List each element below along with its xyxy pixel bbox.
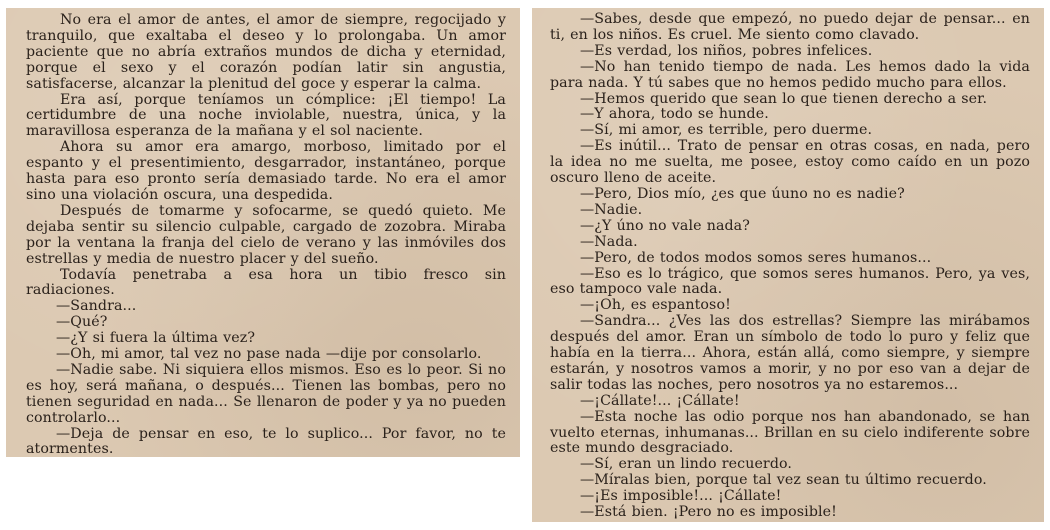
right-text-column [550,12,1030,521]
left-text-column [26,13,506,458]
dialogue-line: —Pero, de todos modos somos seres humanos... [580,249,932,266]
paragraph: Ahora su amor era amargo, morboso, limitado por el espanto y el presentimiento, desgarrador, instantáneo, porque hasta para eso pronto sería demasiado tarde. No era el amor sino una violación oscura, una despedida. [26,139,506,203]
dialogue-line: —Es verdad, los niños, pobres infelices. [580,42,873,59]
dialogue-line: —Hemos querido que sean lo que tienen derecho a ser. [580,90,988,107]
paragraph: Después de tomarme y sofocarme, se quedó quieto. Me dejaba sentir su silencio culpable, cargado de zozobra. Miraba por la ventana la franja del cielo de verano y las inmóviles dos estrellas y media de nuestro placer y del sueño. [26,202,506,267]
paragraph: No era el amor de antes, el amor de siempre, regocijado y tranquilo, que exaltaba el deseo y lo prolongaba. Un amor paciente que no abría extraños mundos de dicha y eternidad, porque el sexo y el corazón podían latir sin angustia, satisfacerse, alcanzar la plenitud del goce y esperar la calma. [26,12,506,92]
dialogue-line: —Pero, Dios mío, ¿es que úuno no es nadie? [580,185,905,202]
dialogue-line: —Sabes, desde que empezó, no puedo dejar de pensar... en ti, en los niños. Es cruel. Me siento como clavado. [550,11,1030,43]
dialogue-line: —Nadie. [580,201,643,218]
dialogue-line: —Sí, mi amor, es terrible, pero duerme. [580,122,873,139]
dialogue-line: —Y ahora, todo se hunde. [580,106,769,123]
dialogue-line: —Sí, eran un lindo recuerdo. [580,456,793,473]
dialogue-line: —Esta noche las odio porque nos han abandonado, se han vuelto eternas, inhumanas... Brillan en su cielo indiferente sobre este mundo desgraciado. [550,408,1030,457]
right-newspaper-clipping [532,8,1044,522]
dialogue-line: —Míralas bien, porque tal vez sean tu último recuerdo. [580,472,987,489]
dialogue-line: —Está bien. ¡Pero no es imposible! [580,504,837,521]
left-newspaper-clipping [6,8,520,457]
dialogue-line: —Nadie sabe. Ni siquiera ellos mismos. Eso es lo peor. Si no es hoy, será mañana, o después... Tienen las bombas, pero no tienen seguridad en nada... Se llenaron de poder y ya no pueden controlarlo... [26,361,506,426]
paragraph: Todavía penetraba a esa hora un tibio fresco sin radiaciones. [26,266,506,299]
dialogue-line: —Sandra... ¿Ves las dos estrellas? Siempre las mirábamos después del amor. Eran un símbolo de todo lo puro y feliz que había en la tierra... Ahora, están allá, como siempre, y siempre estarán, y nosotros vamos a morir, y no por eso van a dejar de salir todas las noches, pero nosotros ya no estaremos... [550,313,1030,393]
dialogue-line: —¡Oh, es espantoso! [580,297,731,314]
paragraph: Era así, porque teníamos un cómplice: ¡El tiempo! La certidumbre de una noche inviolable, nuestra, única, y la maravillosa esperanza de la mañana y el sol naciente. [26,91,506,140]
dialogue-line: —¿Y úno no vale nada? [580,217,750,234]
dialogue-line: —Es inútil... Trato de pensar en otras cosas, en nada, pero la idea no me suelta, me posee, estoy como caído en un pozo oscuro lleno de aceite. [550,138,1030,187]
dialogue-line: —¡Es imposible!... ¡Cállate! [580,488,782,505]
dialogue-line: —Sandra... [56,298,137,315]
dialogue-line: —Nada. [580,233,638,250]
dialogue-line: —¡Cállate!... ¡Cállate! [580,392,740,409]
dialogue-line: —Eso es lo trágico, que somos seres humanos. Pero, ya ves, eso tampoco vale nada. [550,265,1030,298]
dialogue-line: —Deja de pensar en eso, te lo suplico... Por favor, no te atormentes. [26,425,506,458]
dialogue-line: —No han tenido tiempo de nada. Les hemos dado la vida para nada. Y tú sabes que no hemos pedido mucho para ellos. [550,58,1030,91]
dialogue-line: —Qué? [56,314,108,331]
dialogue-line: —Oh, mi amor, tal vez no pase nada —dije por consolarlo. [56,346,482,363]
dialogue-line: —¿Y si fuera la última vez? [56,330,256,347]
